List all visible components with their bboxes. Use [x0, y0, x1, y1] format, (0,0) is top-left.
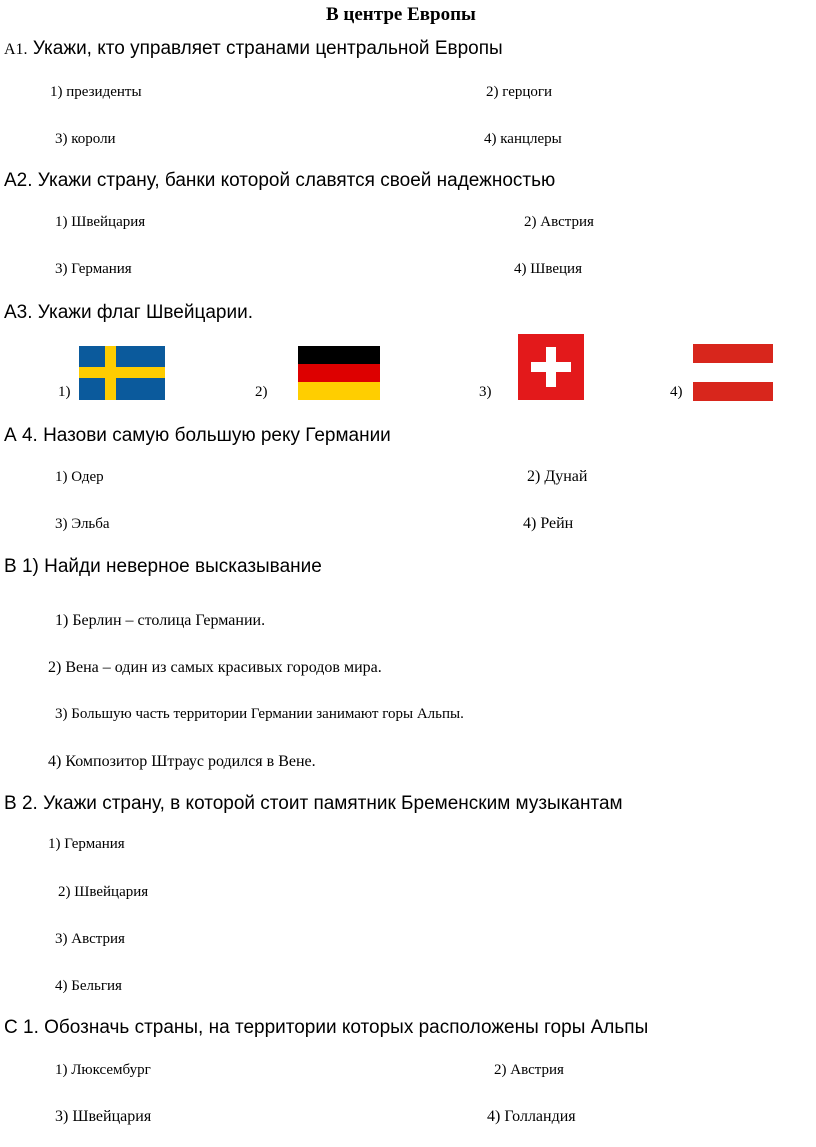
a4-option-1: 1) Одер — [55, 469, 104, 485]
question-a4: А 4. Назови самую большую реку Германии — [4, 425, 391, 446]
a1-option-1: 1) президенты — [50, 84, 142, 100]
question-a2: А2. Укажи страну, банки которой славятся своей надежностью — [4, 170, 556, 191]
a4-option-2: 2) Дунай — [527, 468, 588, 485]
germany-flag — [298, 346, 380, 400]
switzerland-flag — [518, 334, 584, 400]
a4-option-3: 3) Эльба — [55, 516, 110, 532]
b1-option-4: 4) Композитор Штраус родился в Вене. — [48, 753, 316, 770]
question-b1: В 1) Найди неверное высказывание — [4, 556, 322, 577]
b1-option-2: 2) Вена – один из самых красивых городов мира. — [48, 659, 382, 676]
a2-option-2: 2) Австрия — [524, 214, 594, 230]
a2-option-4: 4) Швеция — [514, 261, 582, 277]
question-a1-label: А1. — [4, 41, 28, 58]
c1-option-2: 2) Австрия — [494, 1062, 564, 1078]
c1-option-3: 3) Швейцария — [55, 1108, 152, 1125]
b2-option-1: 1) Германия — [48, 836, 125, 852]
question-a3: А3. Укажи флаг Швейцарии. — [4, 302, 253, 323]
a2-option-3: 3) Германия — [55, 261, 132, 277]
question-a1 — [4, 38, 503, 60]
a2-option-1: 1) Швейцария — [55, 214, 146, 230]
c1-option-4: 4) Голландия — [487, 1108, 576, 1125]
a3-option-2: 2) — [255, 384, 268, 400]
b2-option-2: 2) Швейцария — [58, 884, 149, 900]
a3-option-4: 4) — [670, 384, 683, 400]
a4-option-4: 4) Рейн — [523, 515, 574, 532]
b1-option-1: 1) Берлин – столица Германии. — [55, 612, 266, 629]
sweden-flag — [79, 346, 165, 400]
b2-option-4: 4) Бельгия — [55, 978, 122, 994]
page-title: В центре Европы — [326, 4, 476, 25]
question-b2: В 2. Укажи страну, в которой стоит памятник Бременским музыкантам — [4, 793, 623, 814]
b1-option-3: 3) Большую часть территории Германии занимают горы Альпы. — [55, 706, 464, 722]
question-c1: С 1. Обозначь страны, на территории которых расположены горы Альпы — [4, 1017, 649, 1038]
b2-option-3: 3) Австрия — [55, 931, 125, 947]
a3-option-3: 3) — [479, 384, 492, 400]
a3-option-1: 1) — [58, 384, 71, 400]
austria-flag — [693, 344, 773, 401]
a1-option-3: 3) короли — [55, 131, 116, 147]
c1-option-1: 1) Люксембург — [55, 1062, 151, 1078]
a1-option-2: 2) герцоги — [486, 84, 553, 100]
question-a1-text: Укажи, кто управляет странами центральной Европы — [32, 38, 503, 59]
a1-option-4: 4) канцлеры — [484, 131, 562, 147]
